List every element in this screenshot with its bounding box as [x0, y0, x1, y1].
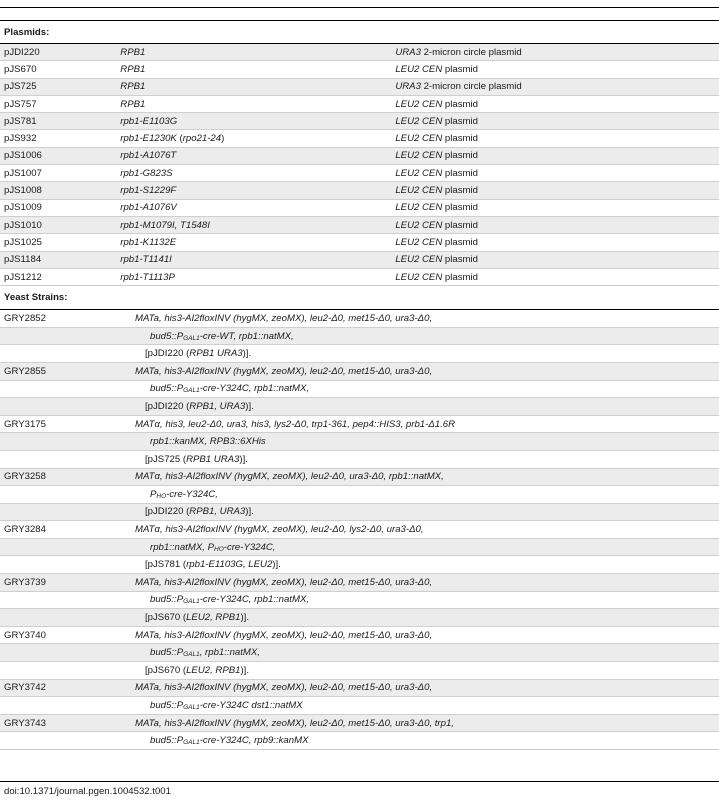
plasmid-marker: LEU2 CEN	[395, 202, 443, 214]
plasmid-row	[0, 44, 719, 61]
plasmid-type: plasmid	[442, 63, 478, 75]
plasmid-marker: URA3	[395, 46, 421, 58]
plasmid-name: pJS1184	[0, 251, 116, 268]
strain-row	[0, 574, 719, 592]
plasmid-allele: rpb1-A1076T	[116, 147, 391, 164]
plasmid-marker: LEU2 CEN	[395, 98, 443, 110]
strain-genotype: MATa, his3-AI2floxINV (hygMX, zeoMX), leu2-Δ0, met15-Δ0, ura3-Δ0,	[135, 629, 433, 641]
plasmid-name: pJS757	[0, 95, 116, 112]
strain-continuation-row	[0, 486, 719, 504]
strain-continuation-row	[0, 732, 719, 750]
strain-genotype: $bud5::P_{GAL1}-cre-WT$, rpb1::natMX,	[150, 330, 294, 342]
plasmid-allele: rpb1-T1113P	[116, 268, 391, 285]
plasmid-name: pJS1025	[0, 234, 116, 251]
plasmid-marker: LEU2 CEN	[395, 219, 443, 231]
plasmid-name: pJS932	[0, 130, 116, 147]
plasmid-marker: LEU2 CEN	[395, 185, 443, 197]
strain-continuation-row	[0, 380, 719, 398]
plasmid-description	[391, 147, 719, 164]
plasmid-allele: RPB1	[116, 44, 391, 61]
strain-genotype: [pJDI220 (RPB1 URA3)].	[145, 348, 252, 360]
strain-genotype: [pJDI220 (RPB1, URA3)].	[145, 400, 254, 412]
plasmid-allele: RPB1	[116, 95, 391, 112]
strain-continuation-row	[0, 662, 719, 680]
strain-row	[0, 310, 719, 328]
strain-continuation-row	[0, 450, 719, 468]
strain-name: GRY3284	[4, 524, 46, 536]
strain-row	[0, 714, 719, 732]
strain-genotype: MATα, his3-AI2floxINV (hygMX, zeoMX), leu2-Δ0, lys2-Δ0, ura3-Δ0,	[135, 524, 424, 536]
plasmid-type: plasmid	[442, 202, 478, 214]
section-header-strains	[0, 286, 719, 310]
strain-genotype: MATa, his3-AI2floxINV (hygMX, zeoMX), leu2-Δ0, met15-Δ0, ura3-Δ0, trp1,	[135, 717, 454, 729]
plasmid-allele: rpb1-E1230K (rpo21-24)	[116, 130, 391, 147]
plasmid-type: plasmid	[442, 150, 478, 162]
strain-continuation-row	[0, 345, 719, 363]
plasmid-allele: RPB1	[116, 61, 391, 78]
plasmid-name: pJS725	[0, 78, 116, 95]
plasmid-allele: RPB1	[116, 78, 391, 95]
plasmid-marker: LEU2 CEN	[395, 133, 443, 145]
plasmid-type: plasmid	[442, 271, 478, 283]
plasmid-allele: rpb1-K1132E	[116, 234, 391, 251]
plasmid-type: 2-micron circle plasmid	[420, 81, 522, 93]
plasmid-allele: rpb1-M1079I, T1548I	[116, 216, 391, 233]
strain-name: GRY3740	[4, 629, 46, 641]
plasmid-type: plasmid	[442, 98, 478, 110]
strain-genotype: MATa, his3-AI2floxINV (hygMX, zeoMX), leu2-Δ0, met15-Δ0, ura3-Δ0,	[135, 682, 433, 694]
strain-genotype: [pJS670 (LEU2, RPB1)].	[145, 612, 250, 624]
plasmid-type: plasmid	[442, 115, 478, 127]
plasmid-strain-table	[0, 21, 719, 750]
plasmid-type: plasmid	[442, 167, 478, 179]
plasmid-name: pJS1006	[0, 147, 116, 164]
plasmid-row	[0, 113, 719, 130]
strain-row	[0, 415, 719, 433]
plasmid-description	[391, 165, 719, 182]
plasmid-marker: LEU2 CEN	[395, 167, 443, 179]
section-header-plasmids	[0, 21, 719, 44]
plasmid-type: plasmid	[442, 133, 478, 145]
plasmid-description	[391, 268, 719, 285]
plasmid-row	[0, 95, 719, 112]
table-bottom-rule	[0, 781, 719, 782]
plasmid-description	[391, 113, 719, 130]
plasmid-description	[391, 251, 719, 268]
plasmid-allele: rpb1-E1103G	[116, 113, 391, 130]
plasmid-name: pJDI220	[0, 44, 116, 61]
section-label-strains: Yeast Strains:	[0, 286, 719, 310]
strain-continuation-row	[0, 697, 719, 715]
plasmid-type: 2-micron circle plasmid	[420, 46, 522, 58]
strain-genotype: MATa, his3-AI2floxINV (hygMX, zeoMX), leu2-Δ0, met15-Δ0, ura3-Δ0,	[135, 312, 433, 324]
strain-continuation-row	[0, 556, 719, 574]
plasmid-marker: LEU2 CEN	[395, 150, 443, 162]
strain-genotype: $bud5::P_{GAL1}-cre-Y324C$, rpb1::natMX,	[150, 594, 310, 606]
plasmid-row	[0, 199, 719, 216]
strain-genotype: $P_{HO}-cre-Y324C$,	[150, 488, 218, 500]
plasmid-allele: rpb1-G823S	[116, 165, 391, 182]
strain-row	[0, 362, 719, 380]
plasmid-type: plasmid	[442, 219, 478, 231]
strain-genotype: [pJS781 (rpb1-E1103G, LEU2)].	[145, 559, 281, 571]
strain-genotype: rpb1::natMX, $P_{HO}-cre-Y324C$,	[150, 541, 276, 553]
plasmid-type: plasmid	[442, 185, 478, 197]
strain-name: GRY2852	[4, 312, 46, 324]
plasmid-marker: LEU2 CEN	[395, 115, 443, 127]
plasmid-marker: URA3	[395, 81, 421, 93]
strain-continuation-row	[0, 398, 719, 416]
strain-name: GRY3743	[4, 717, 46, 729]
plasmid-type: plasmid	[442, 254, 478, 266]
strain-genotype: rpb1::kanMX, RPB3::6XHis	[150, 436, 266, 448]
plasmid-allele: rpb1-T1141I	[116, 251, 391, 268]
strain-row	[0, 679, 719, 697]
strain-continuation-row	[0, 538, 719, 556]
strain-genotype: [pJDI220 (RPB1, URA3)].	[145, 506, 254, 518]
plasmid-description	[391, 61, 719, 78]
strain-row	[0, 626, 719, 644]
plasmid-description	[391, 78, 719, 95]
strain-name: GRY3175	[4, 418, 46, 430]
strain-row	[0, 468, 719, 486]
plasmid-row	[0, 78, 719, 95]
strain-continuation-row	[0, 644, 719, 662]
plasmid-description	[391, 130, 719, 147]
plasmid-row	[0, 130, 719, 147]
plasmid-name: pJS1212	[0, 268, 116, 285]
strain-continuation-row	[0, 591, 719, 609]
plasmid-marker: LEU2 CEN	[395, 236, 443, 248]
strain-genotype: $bud5::P_{GAL1}-cre-Y324C$, rpb1::natMX,	[150, 383, 310, 395]
plasmid-description	[391, 234, 719, 251]
plasmid-name: pJS670	[0, 61, 116, 78]
plasmid-allele: rpb1-A1076V	[116, 199, 391, 216]
plasmid-marker: LEU2 CEN	[395, 254, 443, 266]
strain-genotype: [pJS725 (RPB1 URA3)].	[145, 453, 248, 465]
strain-name: GRY3258	[4, 471, 46, 483]
strain-name: GRY3742	[4, 682, 46, 694]
doi-footnote: doi:10.1371/journal.pgen.1004532.t001	[4, 786, 171, 797]
plasmid-description	[391, 95, 719, 112]
plasmid-row	[0, 165, 719, 182]
plasmid-description	[391, 44, 719, 61]
plasmid-name: pJS1010	[0, 216, 116, 233]
strain-continuation-row	[0, 327, 719, 345]
table-body	[0, 21, 719, 750]
strain-genotype: MATa, his3-AI2floxINV (hygMX, zeoMX), leu2-Δ0, met15-Δ0, ura3-Δ0,	[135, 365, 433, 377]
plasmid-marker: LEU2 CEN	[395, 271, 443, 283]
strain-name: GRY2855	[4, 365, 46, 377]
strain-genotype: $bud5::P_{GAL1}-cre-Y324C$ dst1::natMX	[150, 700, 303, 712]
strain-genotype: MATα, his3-AI2floxINV (hygMX, zeoMX), leu2-Δ0, ura3-Δ0, rpb1::natMX,	[135, 471, 444, 483]
plasmid-allele: rpb1-S1229F	[116, 182, 391, 199]
strain-genotype: MATa, his3-AI2floxINV (hygMX, zeoMX), leu2-Δ0, met15-Δ0, ura3-Δ0,	[135, 576, 433, 588]
strain-genotype: $bud5::P_{GAL1}-cre-Y324C$, rpb9::kanMX	[150, 735, 309, 747]
table-top-rule	[0, 7, 719, 8]
strain-genotype: MATα, his3, leu2-Δ0, ura3, his3, lys2-Δ0, trp1-361, pep4::HIS3, prb1-Δ1.6R	[135, 418, 456, 430]
plasmid-name: pJS1009	[0, 199, 116, 216]
strain-genotype: $bud5::P_{GAL1}$, rpb1::natMX,	[150, 647, 260, 659]
plasmid-row	[0, 61, 719, 78]
plasmid-description	[391, 182, 719, 199]
plasmid-name: pJS1007	[0, 165, 116, 182]
plasmid-row	[0, 234, 719, 251]
plasmid-description	[391, 199, 719, 216]
plasmid-marker: LEU2 CEN	[395, 63, 443, 75]
section-label-plasmids: Plasmids:	[0, 21, 719, 44]
plasmid-row	[0, 147, 719, 164]
plasmid-description	[391, 216, 719, 233]
plasmid-row	[0, 216, 719, 233]
strain-continuation-row	[0, 609, 719, 627]
plasmid-name: pJS781	[0, 113, 116, 130]
strain-continuation-row	[0, 503, 719, 521]
plasmid-row	[0, 251, 719, 268]
plasmid-name: pJS1008	[0, 182, 116, 199]
strain-continuation-row	[0, 433, 719, 451]
plasmid-row	[0, 182, 719, 199]
strain-name: GRY3739	[4, 576, 46, 588]
plasmid-type: plasmid	[442, 236, 478, 248]
strain-genotype: [pJS670 (LEU2, RPB1)].	[145, 664, 250, 676]
strain-row	[0, 521, 719, 539]
plasmid-row	[0, 268, 719, 285]
